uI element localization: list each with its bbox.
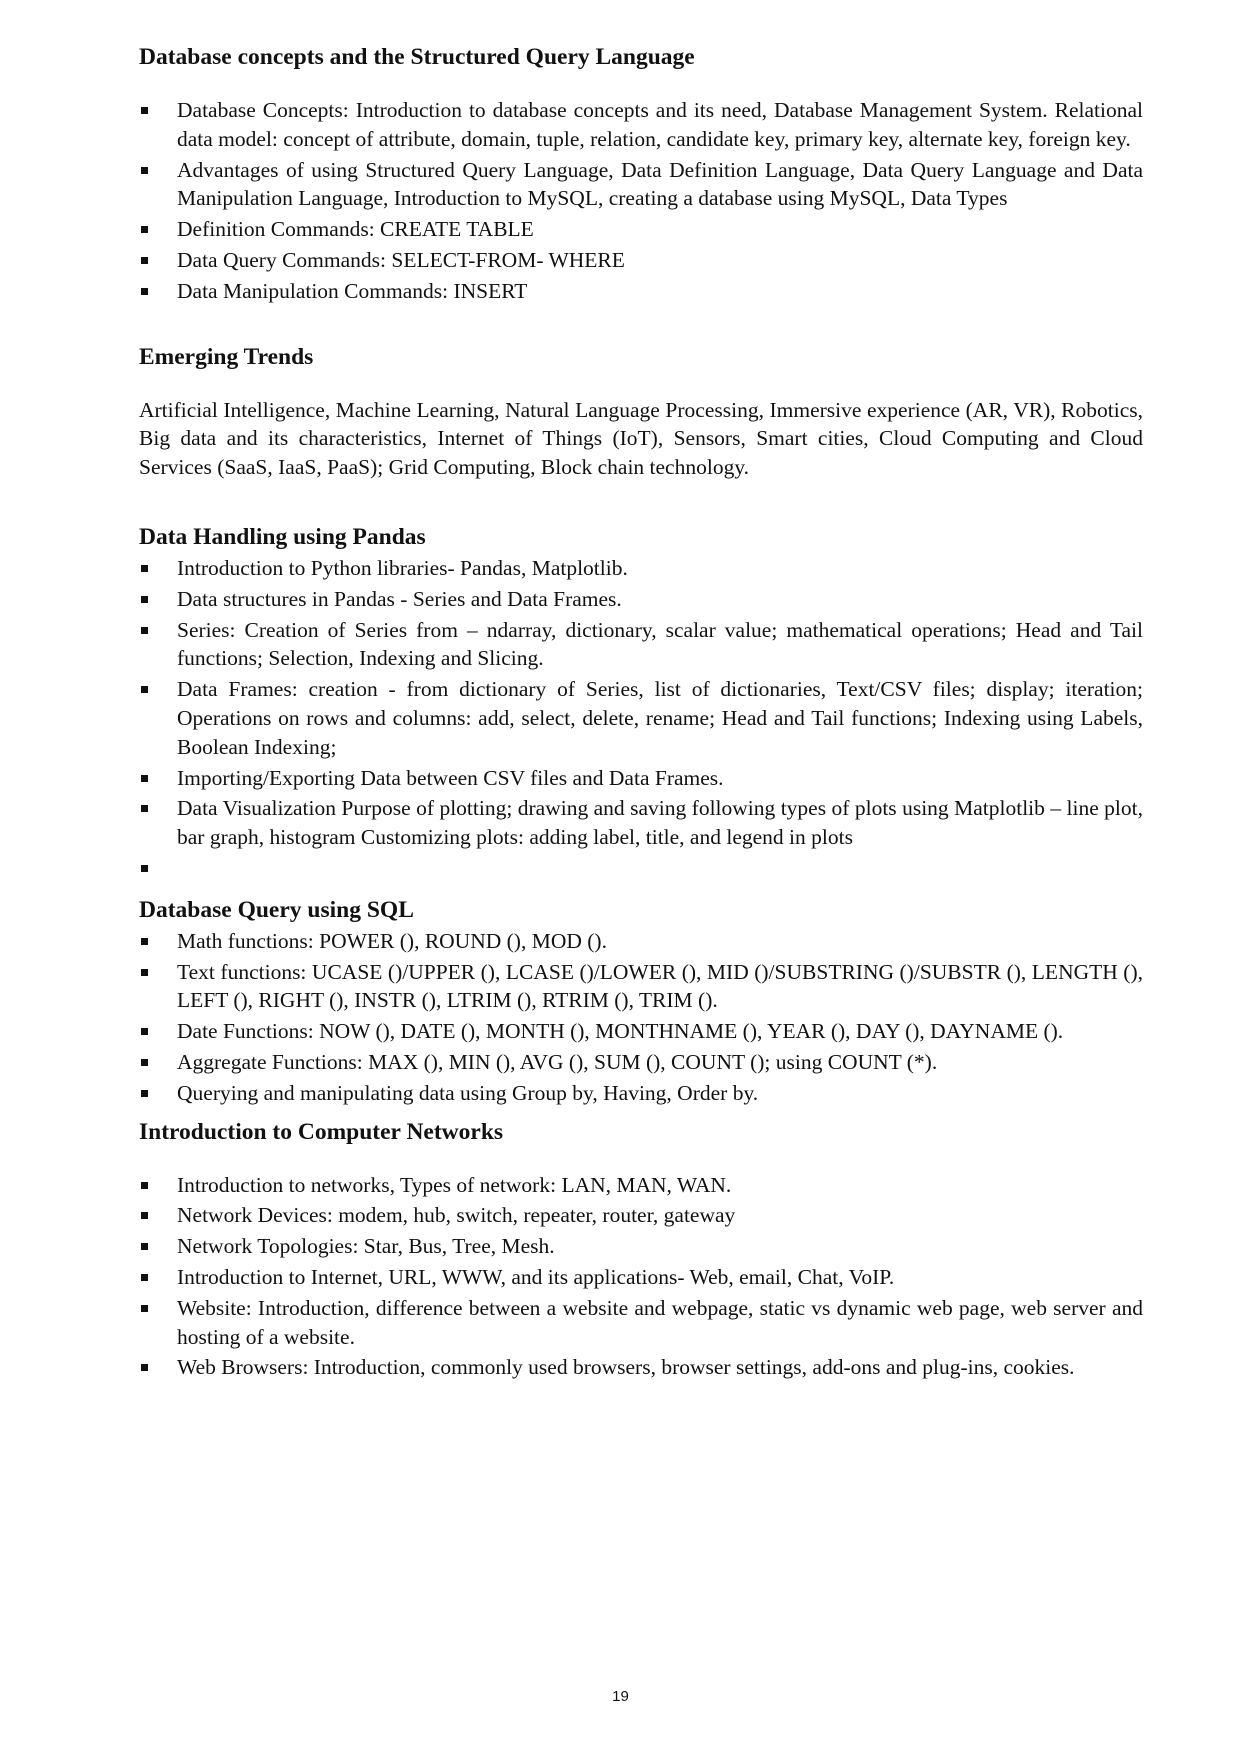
section-title-pandas: Data Handling using Pandas bbox=[139, 523, 426, 550]
syllabus-page bbox=[139, 42, 1143, 1384]
list-item bbox=[139, 215, 1143, 244]
square-bullet-icon bbox=[141, 1364, 148, 1371]
square-bullet-icon bbox=[141, 107, 148, 114]
list-item-text: Website: Introduction, difference between a website and webpage, static vs dynamic web page, web server and hosting of a website. bbox=[177, 1295, 1143, 1349]
list-item bbox=[139, 156, 1143, 214]
list-item-text: Data Frames: creation - from dictionary of Series, list of dictionaries, Text/CSV files; display; iteration; Operations on rows and columns: add, select, delete, rename; Head and Tail functions; Indexing using Labels, Boolean Indexing; bbox=[177, 677, 1143, 759]
square-bullet-icon bbox=[141, 1090, 148, 1097]
list-item-text: Data Visualization Purpose of plotting; drawing and saving following types of plots using Matplotlib – line plot, bar graph, histogram Customizing plots: adding label, title, and legend in plots bbox=[177, 796, 1143, 850]
square-bullet-icon bbox=[141, 865, 148, 872]
list-item-text: Data structures in Pandas - Series and Data Frames. bbox=[177, 586, 622, 611]
square-bullet-icon bbox=[141, 565, 148, 572]
page-number: 19 bbox=[612, 1688, 629, 1705]
emerging-trends-paragraph: Artificial Intelligence, Machine Learning, Natural Language Processing, Immersive experience (AR, VR), Robotics, Big data and its characteristics, Internet of Things (IoT), Sensors, Smart cities, Cloud Computing and Cloud Services (SaaS, IaaS, PaaS); Grid Computing, Block chain technology. bbox=[139, 397, 1143, 480]
list-item-empty bbox=[139, 854, 1143, 883]
database-concepts-list bbox=[139, 96, 1143, 306]
square-bullet-icon bbox=[141, 288, 148, 295]
list-item bbox=[139, 1048, 1143, 1077]
networks-list bbox=[139, 1171, 1143, 1383]
square-bullet-icon bbox=[141, 1274, 148, 1281]
square-bullet-icon bbox=[141, 686, 148, 693]
list-item-text: Advantages of using Structured Query Language, Data Definition Language, Data Query Language and Data Manipulation Language, Introduction to MySQL, creating a database using MySQL, Data Types bbox=[177, 157, 1143, 211]
list-item bbox=[139, 764, 1143, 793]
list-item-text: Series: Creation of Series from – ndarray, dictionary, scalar value; mathematical operations; Head and Tail functions; Selection, Indexing and Slicing. bbox=[177, 617, 1143, 671]
square-bullet-icon bbox=[141, 627, 148, 634]
square-bullet-icon bbox=[141, 596, 148, 603]
square-bullet-icon bbox=[141, 1182, 148, 1189]
list-item-text: Introduction to Python libraries- Pandas, Matplotlib. bbox=[177, 555, 628, 580]
list-item-text: Data Manipulation Commands: INSERT bbox=[177, 278, 528, 303]
list-item bbox=[139, 927, 1143, 956]
square-bullet-icon bbox=[141, 1243, 148, 1250]
list-item-text: Aggregate Functions: MAX (), MIN (), AVG (), SUM (), COUNT (); using COUNT (*). bbox=[177, 1049, 938, 1074]
list-item bbox=[139, 794, 1143, 852]
list-item-text: Date Functions: NOW (), DATE (), MONTH (), MONTHNAME (), YEAR (), DAY (), DAYNAME (). bbox=[177, 1019, 1064, 1044]
section-title-networks: Introduction to Computer Networks bbox=[139, 1118, 504, 1145]
square-bullet-icon bbox=[141, 257, 148, 264]
list-item-text: Math functions: POWER (), ROUND (), MOD (). bbox=[177, 928, 607, 953]
list-item bbox=[139, 1294, 1143, 1352]
list-item-text: Text functions: UCASE ()/UPPER (), LCASE ()/LOWER (), MID ()/SUBSTRING ()/SUBSTR (), LENGTH (), LEFT (), RIGHT (), INSTR (), LTRIM (), RTRIM (), TRIM (). bbox=[177, 959, 1143, 1013]
list-item bbox=[139, 246, 1143, 275]
section-title-emerging-trends: Emerging Trends bbox=[139, 343, 314, 370]
list-item bbox=[139, 616, 1143, 674]
square-bullet-icon bbox=[141, 938, 148, 945]
list-item bbox=[139, 277, 1143, 306]
section-title-database-concepts: Database concepts and the Structured Query Language bbox=[139, 44, 695, 70]
list-item bbox=[139, 675, 1143, 761]
list-item bbox=[139, 1171, 1143, 1200]
pandas-list bbox=[139, 554, 1143, 883]
list-item bbox=[139, 1232, 1143, 1261]
list-item bbox=[139, 554, 1143, 583]
square-bullet-icon bbox=[141, 969, 148, 976]
square-bullet-icon bbox=[141, 1212, 148, 1219]
list-item-text: Data Query Commands: SELECT-FROM- WHERE bbox=[177, 247, 625, 272]
list-item bbox=[139, 1017, 1143, 1046]
list-item-text: Database Concepts: Introduction to database concepts and its need, Database Management System. Relational data model: concept of attribute, domain, tuple, relation, candidate key, primary key, alternate key, foreign key. bbox=[177, 98, 1143, 151]
square-bullet-icon bbox=[141, 775, 148, 782]
square-bullet-icon bbox=[141, 167, 148, 174]
list-item bbox=[139, 958, 1143, 1016]
list-item bbox=[139, 96, 1143, 154]
square-bullet-icon bbox=[141, 1059, 148, 1066]
sql-list bbox=[139, 927, 1143, 1108]
list-item-text: Network Devices: modem, hub, switch, repeater, router, gateway bbox=[177, 1203, 736, 1228]
list-item bbox=[139, 1263, 1143, 1292]
list-item-text: Definition Commands: CREATE TABLE bbox=[177, 217, 534, 242]
square-bullet-icon bbox=[141, 1028, 148, 1035]
list-item bbox=[139, 1353, 1143, 1382]
section-title-sql: Database Query using SQL bbox=[139, 896, 414, 923]
square-bullet-icon bbox=[141, 1305, 148, 1312]
list-item-text: Web Browsers: Introduction, commonly used browsers, browser settings, add-ons and plug-ins, cookies. bbox=[177, 1355, 1075, 1380]
list-item bbox=[139, 1079, 1143, 1108]
square-bullet-icon bbox=[141, 805, 148, 812]
list-item bbox=[139, 1201, 1143, 1230]
list-item-text: Querying and manipulating data using Group by, Having, Order by. bbox=[177, 1080, 759, 1105]
list-item-text: Network Topologies: Star, Bus, Tree, Mesh. bbox=[177, 1234, 555, 1259]
list-item bbox=[139, 585, 1143, 614]
list-item-text: Introduction to Internet, URL, WWW, and its applications- Web, email, Chat, VoIP. bbox=[177, 1264, 895, 1289]
square-bullet-icon bbox=[141, 226, 148, 233]
list-item-text: Importing/Exporting Data between CSV files and Data Frames. bbox=[177, 765, 724, 790]
list-item-text: Introduction to networks, Types of network: LAN, MAN, WAN. bbox=[177, 1172, 732, 1197]
